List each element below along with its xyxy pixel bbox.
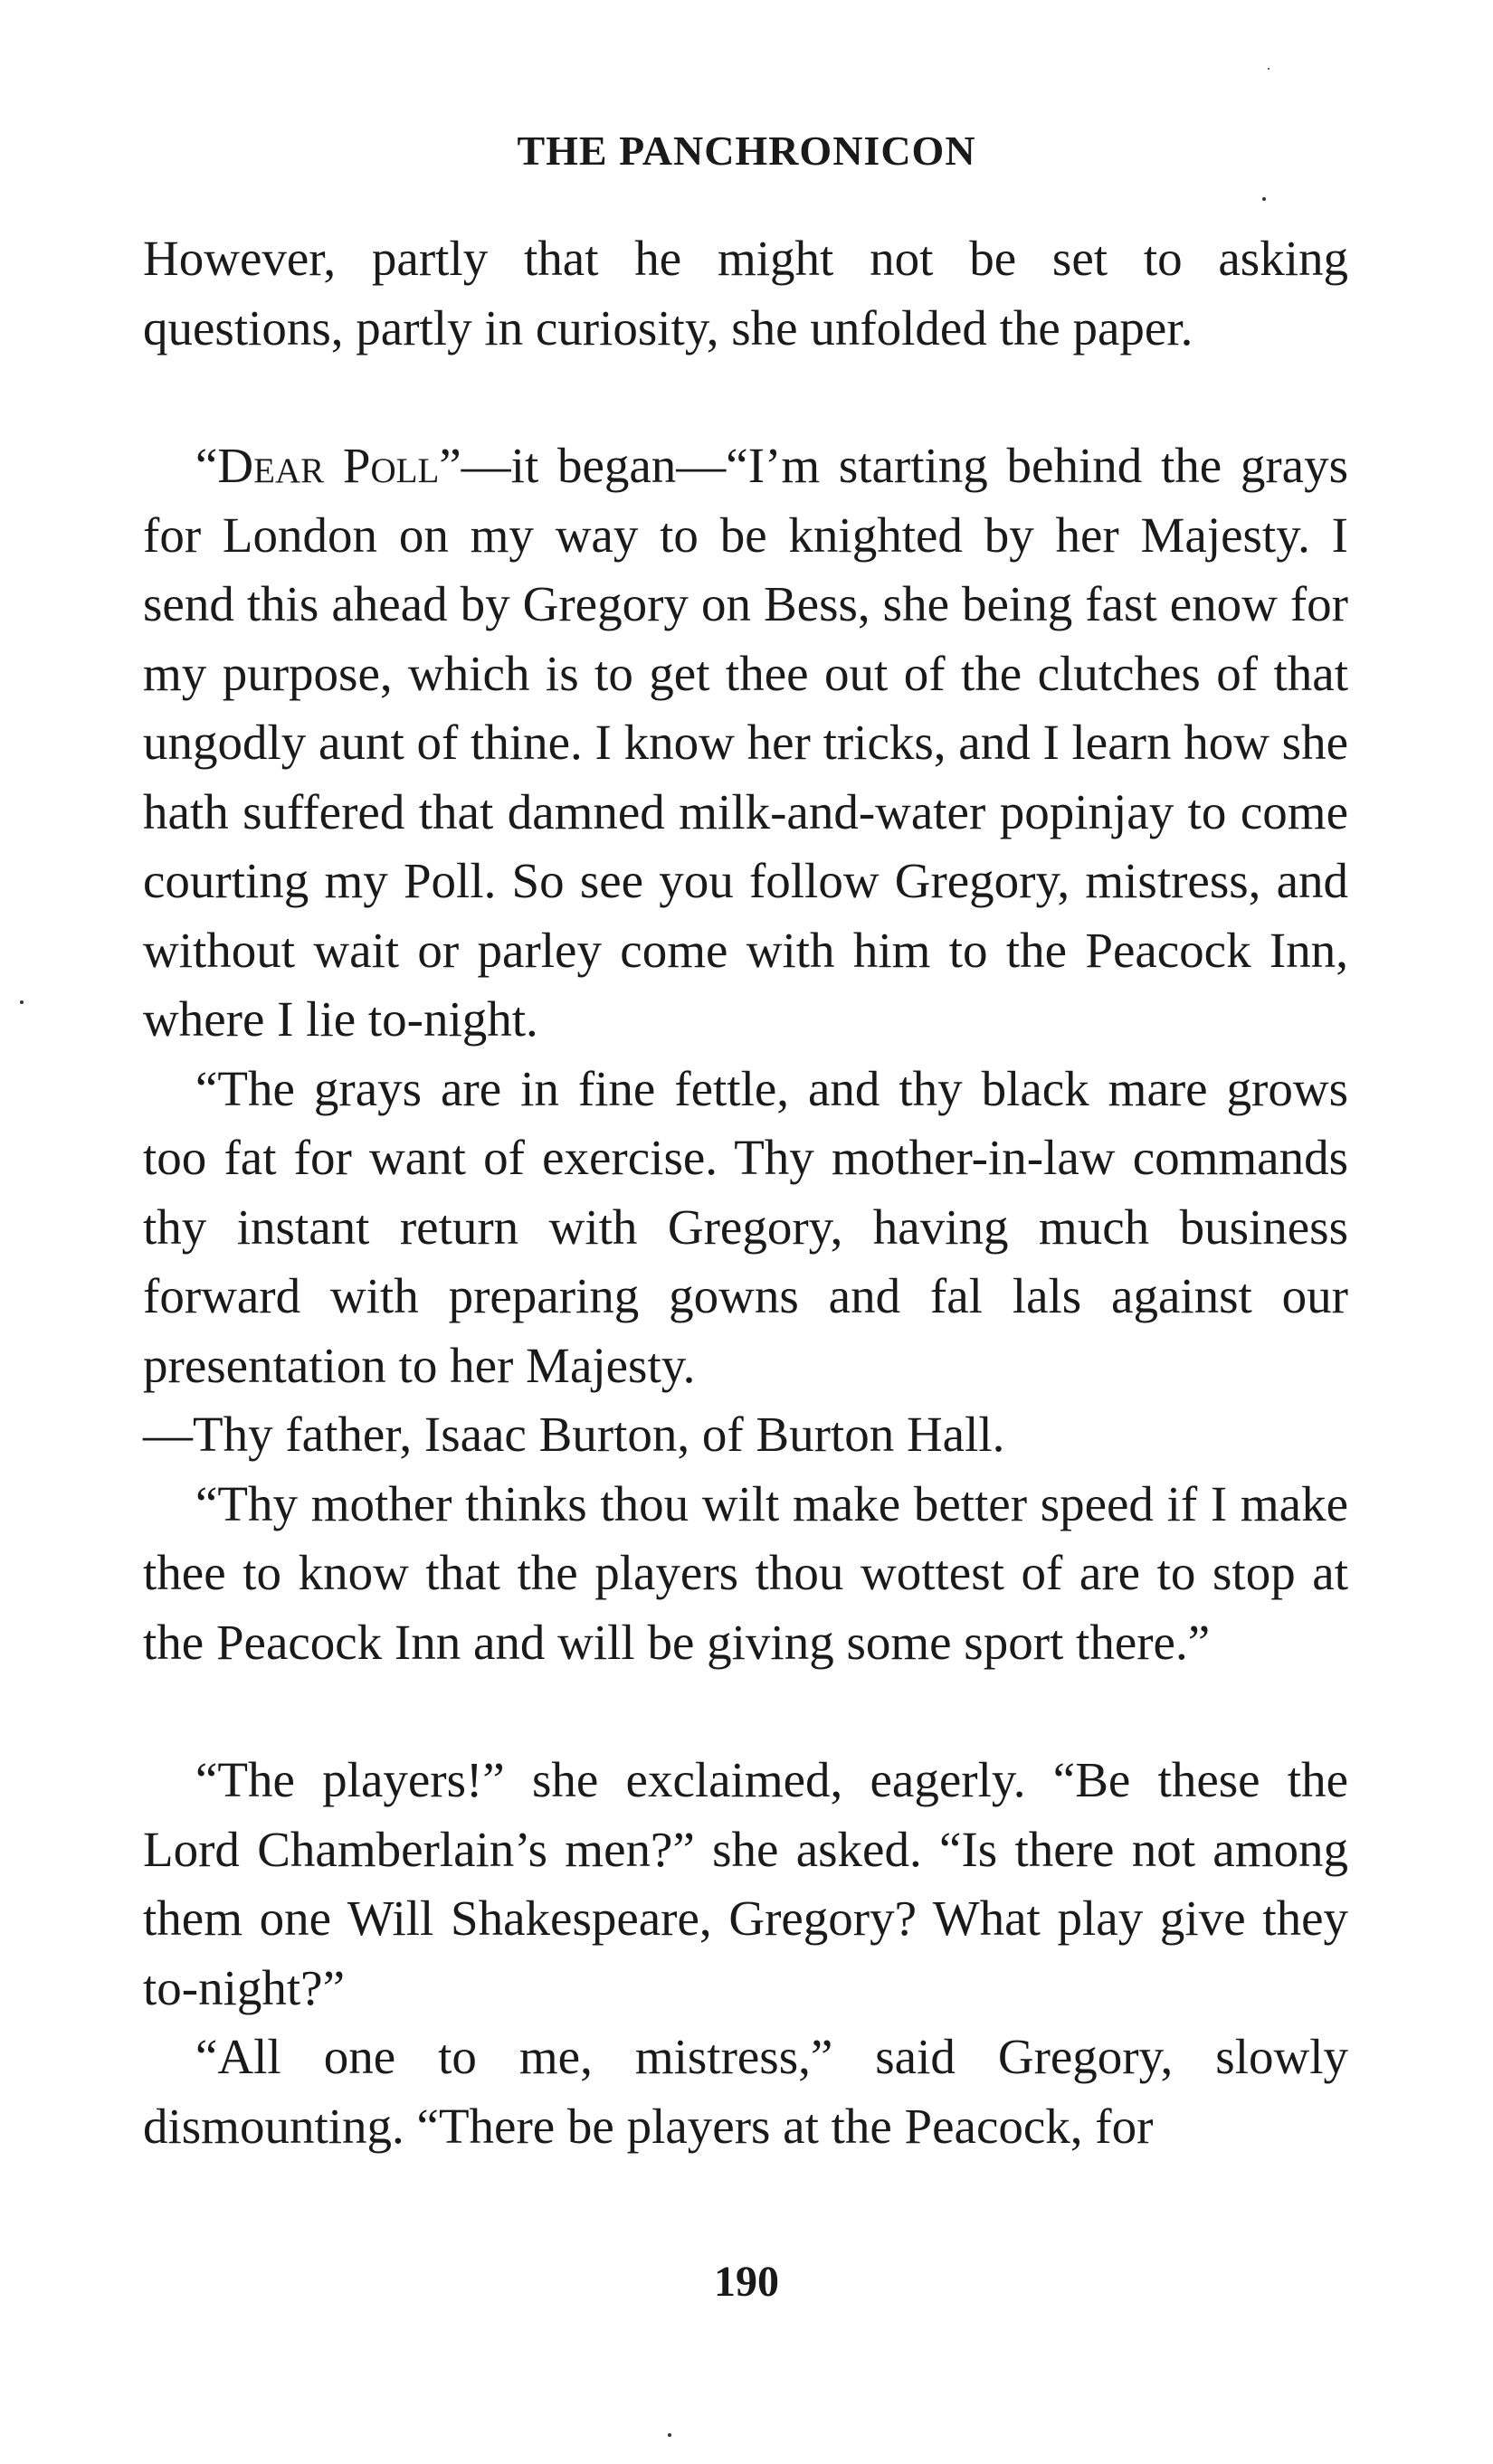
paragraph-1: However, partly that he might not be set to asking questions, partly in curiosity, she unfolded the paper.	[143, 231, 1348, 355]
letter-paragraph-1	[143, 431, 1348, 1055]
paragraph-dialogue-2: “All one to me, mistress,” said Gregory, slowly dismounting. “There be players at the Peacock, for	[143, 2029, 1348, 2154]
paragraph-dialogue-1: “The players!” she exclaimed, eagerly. “Be these the Lord Chamberlain’s men?” she asked. “Is there not among them one Will Shakespeare, Gregory? What play give they to-night?”	[143, 1752, 1348, 2015]
scan-speck	[20, 1000, 24, 1004]
running-title: THE PANCHRONICON	[517, 128, 976, 174]
letter-paragraph-1-text: ”—it began—“I’m starting behind the grays for London on my way to be knighted by her Majesty. I send this ahead by Gregory on Bess, she being fast enow for my purpose, which is to get thee out of the clutches of that ungodly aunt of thine. I know her tricks, and I learn how she hath suffered that damned milk-and-water popinjay to come courting my Poll. So see you follow Gregory, mistress, and without wait or parley come with him to the Peacock Inn, where I lie to-night.	[143, 438, 1348, 1047]
letter-paragraph-2: “The grays are in fine fettle, and thy black mare grows too fat for want of exercise. Thy mother-in-law commands thy instant return with Gregory, having much business forward with preparing gowns and fal lals against our presentation to her Majesty.	[143, 1060, 1348, 1393]
letter-salutation: Dear Poll	[217, 438, 440, 493]
page-number: 190	[714, 2258, 779, 2306]
body-text	[143, 224, 1348, 2161]
letter-signature: —Thy father, Isaac Burton, of Burton Hall.	[143, 1407, 1005, 1462]
scan-speck	[668, 2433, 671, 2437]
scan-speck	[1262, 197, 1266, 201]
letter-postscript: “Thy mother thinks thou wilt make better speed if I make thee to know that the players thou wottest of are to stop at the Peacock Inn and will be giving some sport there.”	[143, 1475, 1348, 1670]
open-quote: “	[195, 438, 218, 493]
scan-speck	[1268, 68, 1270, 70]
